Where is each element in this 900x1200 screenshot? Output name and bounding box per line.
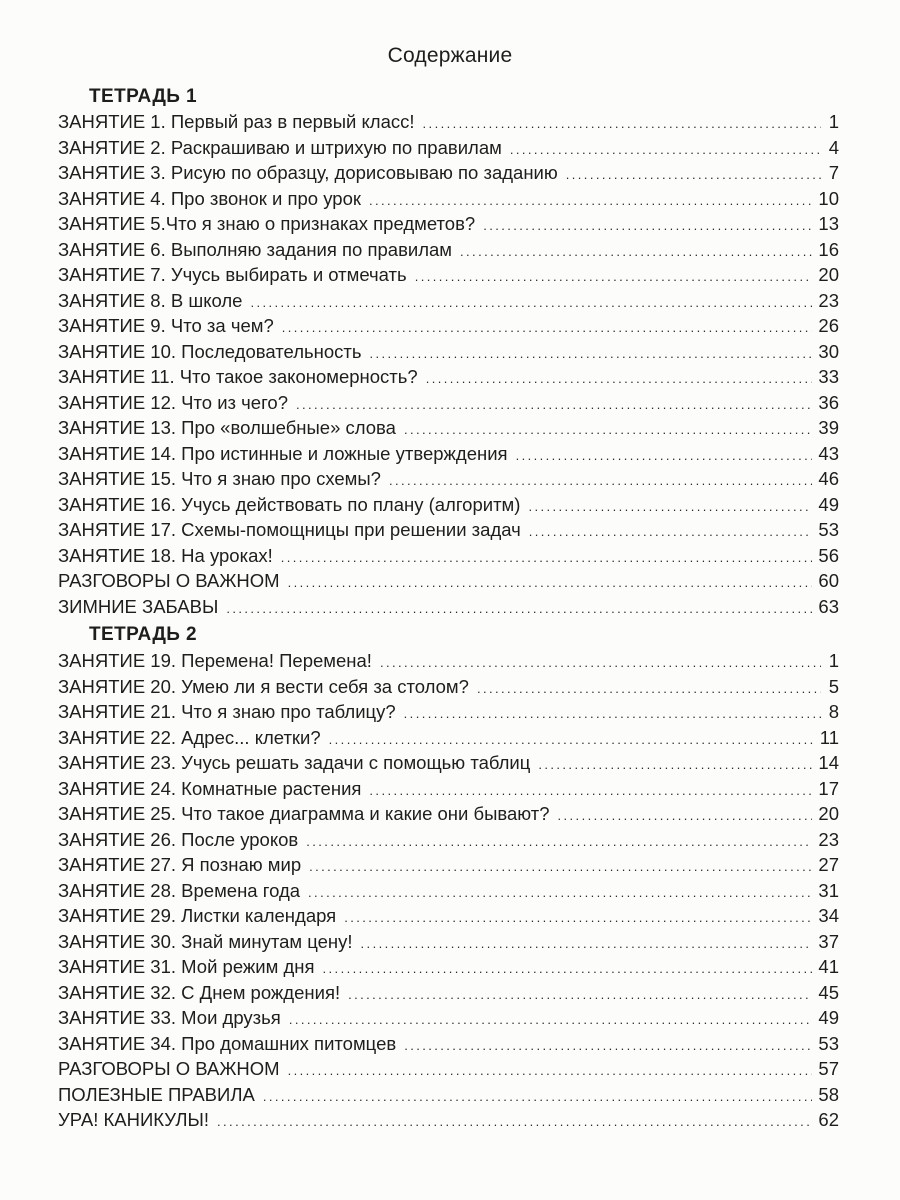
toc-entry-title: ЗАНЯТИЕ 21. Что я знаю про таблицу? — [58, 701, 396, 722]
toc-entry-title: ЗАНЯТИЕ 31. Мой режим дня — [58, 956, 315, 977]
toc-entry — [58, 931, 839, 957]
dot-leader — [370, 346, 813, 361]
toc-entry-page-number: 41 — [818, 956, 839, 977]
toc-entry — [58, 290, 839, 316]
dot-leader — [483, 218, 812, 233]
dot-leader — [217, 1114, 812, 1129]
toc-entry-page-number: 5 — [828, 675, 839, 697]
toc-entry — [58, 519, 839, 545]
toc-entry-page-number: 37 — [818, 930, 839, 952]
toc-entry-title: ЗАНЯТИЕ 19. Перемена! Перемена! — [58, 650, 372, 671]
toc-entry-page-number: 17 — [818, 777, 839, 799]
toc-entry-page-number: 1 — [828, 111, 839, 132]
dot-leader — [404, 706, 821, 721]
toc-entry-title: ЗАНЯТИЕ 20. Умею ли я вести себя за столом? — [58, 675, 469, 697]
toc-entry — [58, 854, 839, 880]
toc-entry-page-number: 43 — [818, 442, 839, 464]
toc-entry-title: ЗАНЯТИЕ 9. Что за чем? — [58, 315, 274, 336]
dot-leader — [289, 1012, 813, 1027]
toc-entry-title: ЗАНЯТИЕ 17. Схемы-помощницы при решении задач — [58, 519, 521, 540]
dot-leader — [306, 834, 812, 849]
dot-leader — [263, 1089, 813, 1104]
toc-entry — [58, 1109, 839, 1135]
toc-entry-page-number: 30 — [818, 340, 839, 362]
toc-entry-title: ЗАНЯТИЕ 3. Рисую по образцу, дорисовываю по заданию — [58, 162, 558, 183]
dot-leader — [288, 1063, 813, 1078]
dot-leader — [423, 116, 821, 131]
toc-entry-page-number: 45 — [818, 981, 839, 1003]
toc-entry — [58, 676, 839, 702]
toc-entry-page-number: 23 — [818, 289, 839, 311]
dot-leader — [296, 397, 812, 412]
toc-entry-page-number: 49 — [818, 493, 839, 515]
toc-entry-title: ЗАНЯТИЕ 1. Первый раз в первый класс! — [58, 111, 415, 132]
dot-leader — [516, 448, 813, 463]
toc-entry-page-number: 16 — [818, 238, 839, 260]
dot-leader — [369, 193, 812, 208]
toc-entry — [58, 111, 839, 137]
toc-entry-page-number: 53 — [818, 519, 839, 540]
toc-entry — [58, 468, 839, 494]
dot-leader — [558, 808, 813, 823]
toc-entry — [58, 545, 839, 571]
toc-entry-title: ЗАНЯТИЕ 11. Что такое закономерность? — [58, 366, 418, 387]
dot-leader — [404, 1038, 812, 1053]
toc-entry-title: РАЗГОВОРЫ О ВАЖНОМ — [58, 570, 280, 591]
toc-entry-page-number: 23 — [818, 828, 839, 850]
toc-list-notebook-2 — [58, 650, 839, 1135]
toc-entry-title: ЗАНЯТИЕ 12. Что из чего? — [58, 391, 288, 413]
toc-entry-title: ЗАНЯТИЕ 29. Листки календаря — [58, 905, 337, 926]
toc-entry — [58, 982, 839, 1008]
toc-entry — [58, 1033, 839, 1059]
toc-entry — [58, 880, 839, 906]
toc-entry-page-number: 8 — [828, 701, 839, 722]
toc-entry — [58, 905, 839, 931]
toc-entry-title: ЗАНЯТИЕ 15. Что я знаю про схемы? — [58, 468, 381, 489]
toc-entry — [58, 727, 839, 753]
toc-entry-page-number: 36 — [818, 391, 839, 413]
toc-entry-title: ЗАНЯТИЕ 25. Что такое диаграмма и какие они бывают? — [58, 803, 550, 824]
toc-entry-title: ЗАНЯТИЕ 28. Времена года — [58, 879, 301, 901]
toc-entry-page-number: 57 — [818, 1058, 839, 1079]
toc-entry-title: ЗАНЯТИЕ 6. Выполняю задания по правилам — [58, 238, 453, 260]
toc-entry-page-number: 46 — [818, 468, 839, 489]
toc-entry — [58, 1084, 839, 1110]
toc-entry-page-number: 31 — [818, 879, 839, 901]
toc-entry — [58, 650, 839, 676]
toc-entry — [58, 752, 839, 778]
toc-entry-title: ЗАНЯТИЕ 23. Учусь решать задачи с помощью таблиц — [58, 752, 531, 773]
toc-entry-title: ЗАНЯТИЕ 32. С Днем рождения! — [58, 981, 341, 1003]
dot-leader — [226, 601, 812, 616]
toc-entry-page-number: 34 — [818, 905, 839, 926]
dot-leader — [288, 575, 813, 590]
toc-entry-page-number: 7 — [828, 162, 839, 183]
dot-leader — [281, 550, 813, 565]
toc-entry-page-number: 11 — [819, 726, 839, 748]
toc-entry-page-number: 62 — [818, 1109, 839, 1130]
toc-entry-title: ЗИМНИЕ ЗАБАВЫ — [58, 595, 219, 617]
toc-entry — [58, 596, 839, 622]
toc-entry-page-number: 4 — [828, 136, 839, 158]
toc-entry — [58, 366, 839, 392]
dot-leader — [404, 422, 812, 437]
toc-entry — [58, 392, 839, 418]
toc-entry-title: ЗАНЯТИЕ 30. Знай минутам цену! — [58, 930, 353, 952]
dot-leader — [348, 987, 812, 1002]
toc-entry — [58, 264, 839, 290]
dot-leader — [415, 269, 813, 284]
toc-entry-page-number: 39 — [818, 417, 839, 438]
toc-entry-page-number: 60 — [818, 570, 839, 591]
toc-entry — [58, 570, 839, 596]
dot-leader — [477, 681, 821, 696]
toc-list-notebook-1 — [58, 111, 839, 621]
toc-entry-title: ЗАНЯТИЕ 18. На уроках! — [58, 544, 273, 566]
dot-leader — [308, 885, 812, 900]
dot-leader — [344, 910, 812, 925]
dot-leader — [380, 655, 821, 670]
toc-entry-page-number: 49 — [818, 1007, 839, 1028]
dot-leader — [369, 783, 812, 798]
toc-entry — [58, 1058, 839, 1084]
toc-entry-title: ЗАНЯТИЕ 10. Последовательность — [58, 340, 362, 362]
toc-entry-page-number: 56 — [818, 544, 839, 566]
dot-leader — [282, 320, 813, 335]
dot-leader — [460, 244, 812, 259]
dot-leader — [510, 142, 821, 157]
dot-leader — [538, 757, 812, 772]
toc-entry-title: ЗАНЯТИЕ 14. Про истинные и ложные утверждения — [58, 442, 508, 464]
dot-leader — [309, 859, 812, 874]
toc-entry — [58, 213, 839, 239]
toc-entry — [58, 239, 839, 265]
toc-entry-title: ЗАНЯТИЕ 22. Адрес... клетки? — [58, 726, 321, 748]
dot-leader — [389, 473, 812, 488]
dot-leader — [250, 295, 812, 310]
toc-entry — [58, 701, 839, 727]
toc-entry — [58, 341, 839, 367]
toc-entry-page-number: 1 — [828, 650, 839, 671]
page-title: Содержание — [387, 44, 513, 67]
toc-entry — [58, 417, 839, 443]
dot-leader — [323, 961, 813, 976]
toc-entry-title: ПОЛЕЗНЫЕ ПРАВИЛА — [58, 1083, 255, 1105]
toc-entry-title: ЗАНЯТИЕ 26. После уроков — [58, 828, 299, 850]
toc-entry-title: ЗАНЯТИЕ 5.Что я знаю о признаках предметов? — [58, 213, 476, 234]
toc-entry-title: УРА! КАНИКУЛЫ! — [58, 1109, 210, 1130]
section-heading-notebook-2: ТЕТРАДЬ 2 — [89, 624, 197, 645]
toc-entry-title: ЗАНЯТИЕ 24. Комнатные растения — [58, 777, 362, 799]
toc-entry — [58, 188, 839, 214]
toc-entry-page-number: 33 — [818, 366, 839, 387]
toc-entry-title: ЗАНЯТИЕ 34. Про домашних питомцев — [58, 1032, 397, 1054]
toc-entry-title: ЗАНЯТИЕ 8. В школе — [58, 289, 243, 311]
toc-entry — [58, 137, 839, 163]
section-heading-notebook-1: ТЕТРАДЬ 1 — [89, 86, 197, 107]
toc-entry-title: ЗАНЯТИЕ 13. Про «волшебные» слова — [58, 417, 396, 438]
toc-entry-page-number: 20 — [818, 803, 839, 824]
toc-entry-title: ЗАНЯТИЕ 27. Я познаю мир — [58, 854, 302, 875]
toc-entry — [58, 494, 839, 520]
toc-entry-page-number: 26 — [818, 315, 839, 336]
toc-entry-page-number: 10 — [818, 187, 839, 209]
toc-entry — [58, 778, 839, 804]
toc-entry-title: ЗАНЯТИЕ 16. Учусь действовать по плану (алгоритм) — [58, 493, 521, 515]
toc-entry-title: ЗАНЯТИЕ 7. Учусь выбирать и отмечать — [58, 264, 407, 285]
toc-entry-title: РАЗГОВОРЫ О ВАЖНОМ — [58, 1058, 280, 1079]
toc-entry-page-number: 20 — [818, 264, 839, 285]
dot-leader — [566, 167, 821, 182]
toc-entry-page-number: 13 — [818, 213, 839, 234]
toc-entry — [58, 162, 839, 188]
toc-entry-title: ЗАНЯТИЕ 4. Про звонок и про урок — [58, 187, 361, 209]
toc-entry-title: ЗАНЯТИЕ 2. Раскрашиваю и штрихую по правилам — [58, 136, 502, 158]
toc-entry-page-number: 14 — [818, 752, 839, 773]
dot-leader — [361, 936, 813, 951]
toc-entry — [58, 315, 839, 341]
toc-entry — [58, 956, 839, 982]
toc-entry-page-number: 27 — [818, 854, 839, 875]
dot-leader — [528, 499, 812, 514]
toc-entry-page-number: 53 — [818, 1032, 839, 1054]
toc-entry — [58, 443, 839, 469]
dot-leader — [426, 371, 813, 386]
toc-entry-title: ЗАНЯТИЕ 33. Мои друзья — [58, 1007, 281, 1028]
toc-entry — [58, 803, 839, 829]
toc-entry — [58, 1007, 839, 1033]
dot-leader — [529, 524, 813, 539]
toc-entry — [58, 829, 839, 855]
toc-entry-page-number: 58 — [818, 1083, 839, 1105]
dot-leader — [329, 732, 814, 747]
toc-entry-page-number: 63 — [818, 595, 839, 617]
